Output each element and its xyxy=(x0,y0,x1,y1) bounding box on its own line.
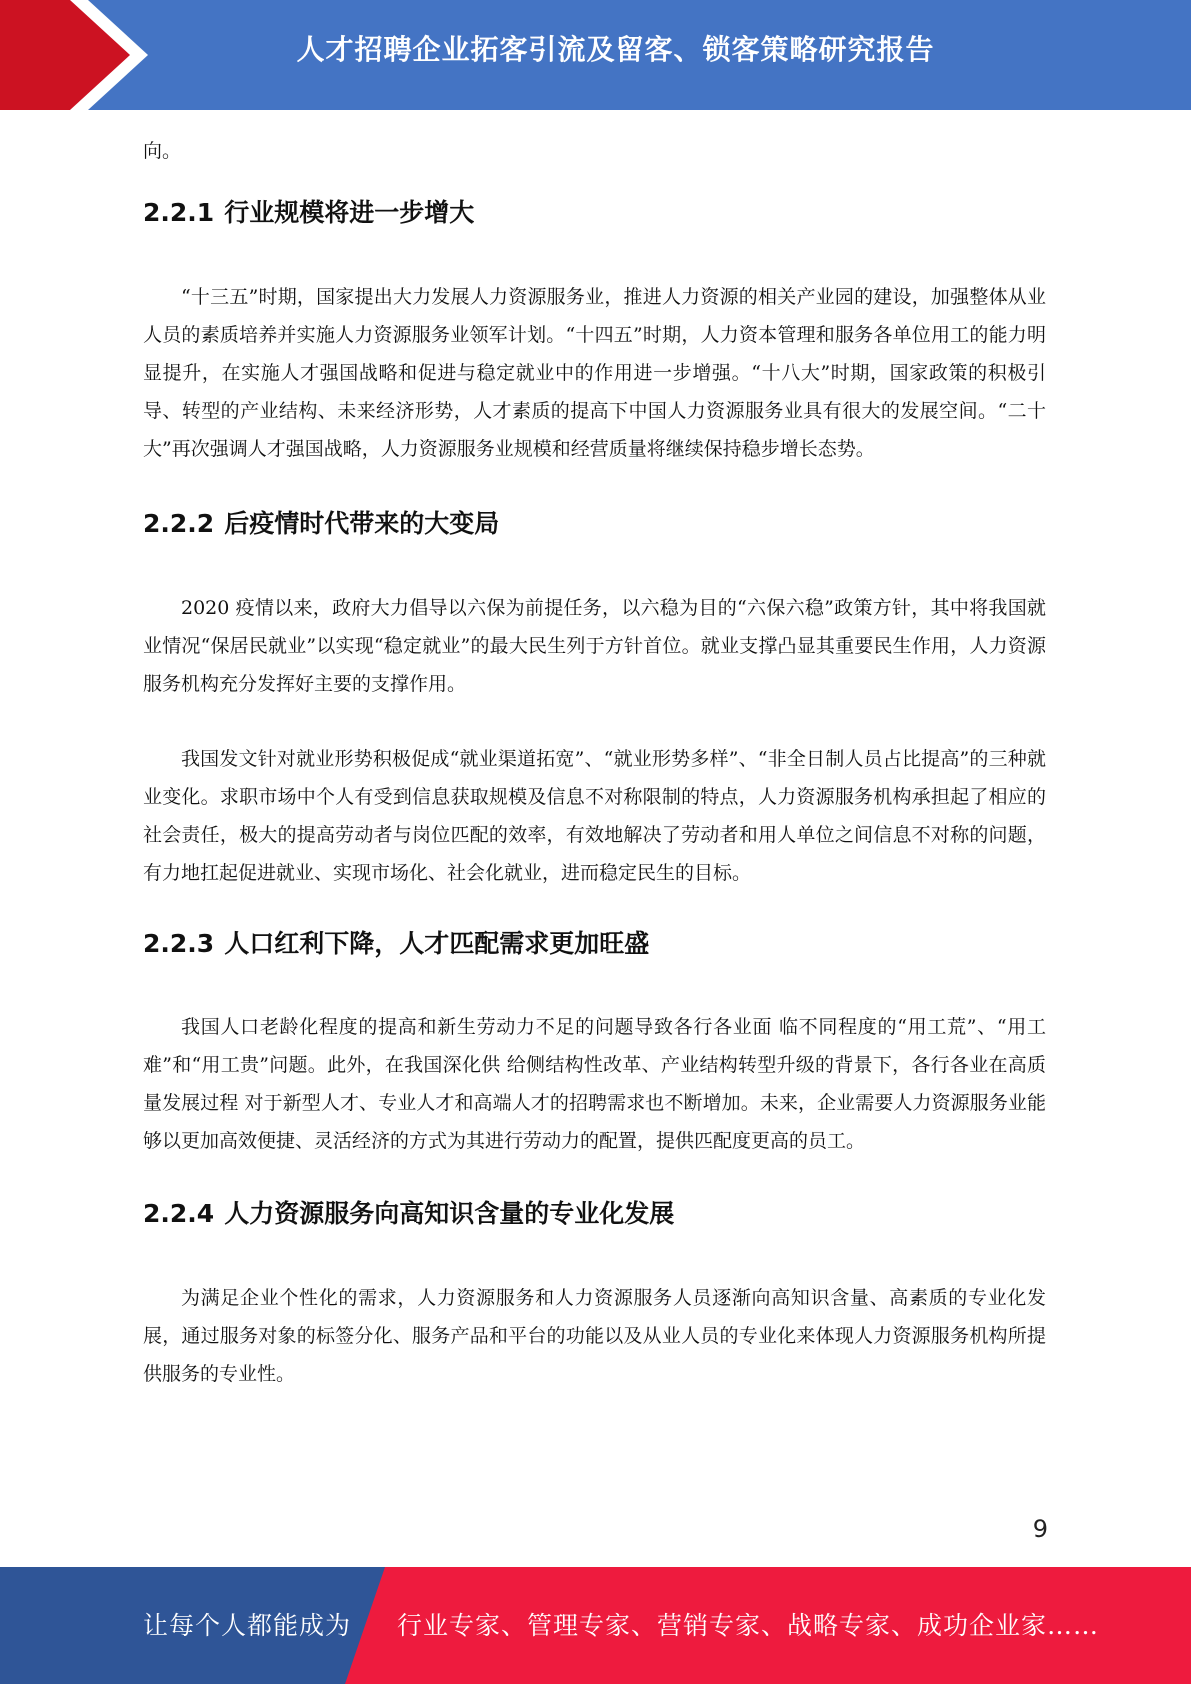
page-number: 9 xyxy=(1032,1515,1048,1543)
page-header xyxy=(0,0,1191,110)
section-heading: 2.2.2 后疫情时代带来的大变局 xyxy=(143,509,500,538)
report-title: 人才招聘企业拓客引流及留客、锁客策略研究报告 xyxy=(296,33,935,66)
section-2-2-4 xyxy=(143,1194,1046,1393)
section-paragraph: “十三五”时期，国家提出大力发展人力资源服务业，推进人力资源的相关产业园的建设，加强整体从业人员的素质培养并实施人力资源服务业领军计划。“十四五”时期，人力资本管理和服务各单位用工的能力明显提升，在实施人才强国战略和促进与稳定就业中的作用进一步增强。“十八大”时期，国家政策的积极引导、转型的产业结构、未来经济形势，人才素质的提高下中国人力资源服务业具有很大的发展空间。“二十大”再次强调人才强国战略，人力资源服务业规模和经营质量将继续保持稳步增长态势。 xyxy=(143,286,1046,460)
document-body xyxy=(143,132,1046,1393)
section-paragraph: 我国人口老龄化程度的提高和新生劳动力不足的问题导致各行各业面 临不同程度的“用工荒”、“用工难”和“用工贵”问题。此外，在我国深化供 给侧结构性改革、产业结构转型升级的背景下，各行各业在高质量发展过程 对于新型人才、专业人才和高端人才的招聘需求也不断增加。未来，企业需要人力资源服务业能够以更加高效便捷、灵活经济的方式为其进行劳动力的配置，提供匹配度更高的员工。 xyxy=(143,1016,1046,1152)
section-paragraph: 2020 疫情以来，政府大力倡导以六保为前提任务，以六稳为目的“六保六稳”政策方针，其中将我国就业情况“保居民就业”以实现“稳定就业”的最大民生列于方针首位。就业支撑凸显其重要民生作用，人力资源服务机构充分发挥好主要的支撑作用。 xyxy=(143,597,1046,695)
section-2-2-2 xyxy=(143,504,1046,892)
section-paragraph: 为满足企业个性化的需求，人力资源服务和人力资源服务人员逐渐向高知识含量、高素质的专业化发展，通过服务对象的标签分化、服务产品和平台的功能以及从业人员的专业化来体现人力资源服务机构所提供服务的专业性。 xyxy=(143,1287,1046,1385)
page-footer xyxy=(0,1567,1191,1684)
footer-slogan-left: 让每个人都能成为 xyxy=(143,1611,352,1640)
section-heading: 2.2.4 人力资源服务向高知识含量的专业化发展 xyxy=(143,1199,675,1228)
lead-fragment: 向。 xyxy=(143,140,182,162)
section-paragraph: 我国发文针对就业形势积极促成“就业渠道拓宽”、“就业形势多样”、“非全日制人员占比提高”的三种就业变化。求职市场中个人有受到信息获取规模及信息不对称限制的特点，人力资源服务机构承担起了相应的社会责任，极大的提高劳动者与岗位匹配的效率，有效地解决了劳动者和用人单位之间信息不对称的问题，有力地扛起促进就业、实现市场化、社会化就业，进而稳定民生的目标。 xyxy=(143,748,1046,884)
section-2-2-3 xyxy=(143,924,1046,1160)
section-heading: 2.2.1 行业规模将进一步增大 xyxy=(143,198,475,227)
footer-slogan-right: 行业专家、管理专家、营销专家、战略专家、成功企业家…… xyxy=(397,1611,1100,1640)
section-2-2-1 xyxy=(143,193,1046,468)
section-heading: 2.2.3 人口红利下降，人才匹配需求更加旺盛 xyxy=(143,929,650,958)
